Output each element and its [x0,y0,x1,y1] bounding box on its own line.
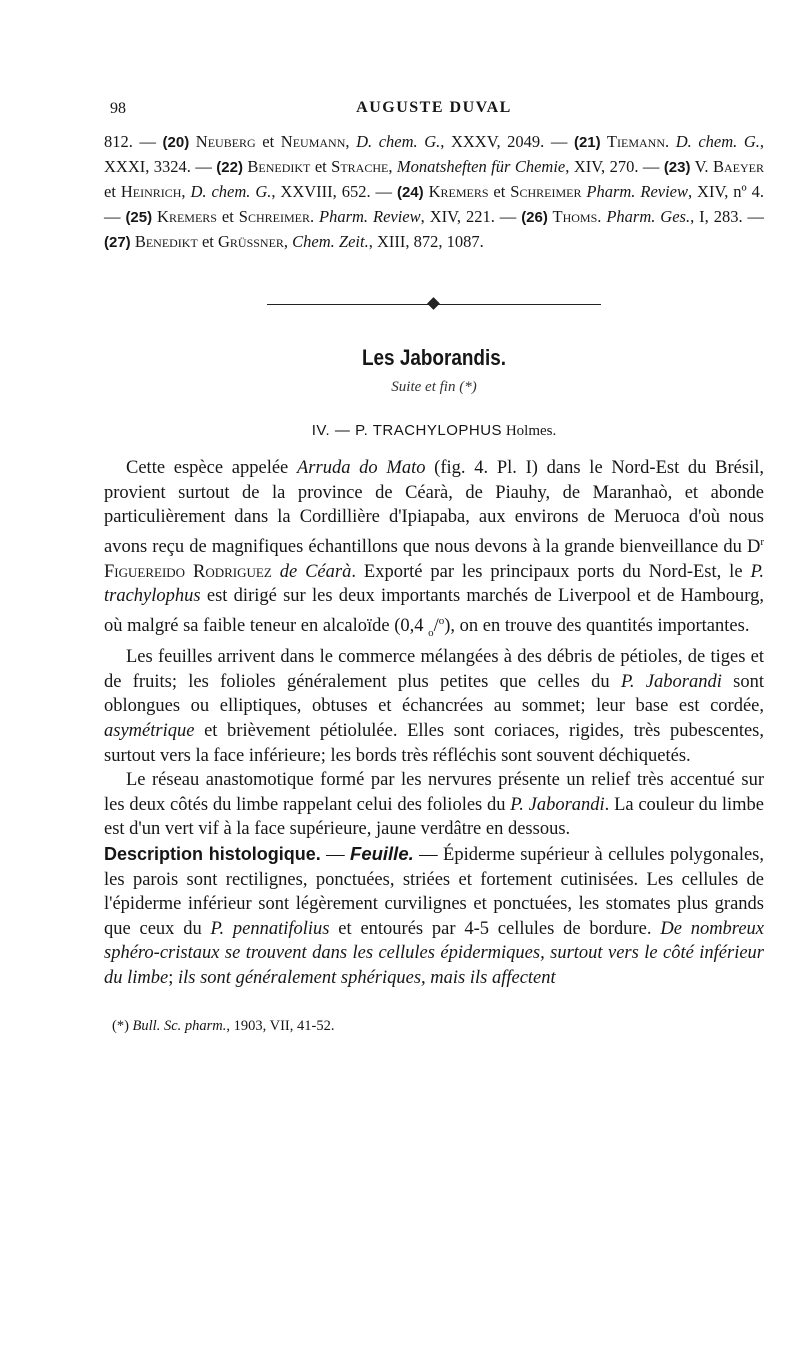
running-title: AUGUSTE DUVAL [356,99,512,116]
ref-number: (22) [216,159,243,176]
species-name: P. TRACHYLOPHUS [355,422,503,439]
page-number: 98 [110,100,126,117]
paragraph-1: Cette espèce appelée Arruda do Mato (fig. 4. Pl. I) dans le Nord-Est du Brésil, provient surtout de la province de Céarà, de Piauhy, de Maranhaò, et abonde particulièrement dans la Cordillière d'Ipiapaba, aux environs de Meruoca d'où nous avons reçu de magnifiques échantillons que nous devons à la grande bienveillance du $D^r$ Figuereido Rodriguez de Céarà. Exporté par les principaux ports du Nord-Est, le P. trachylophus est dirigé sur les deux importants marchés de Liverpool et de Hambourg, où malgré sa faible teneur en alcaloïde (0,4 $_o$/$^o$), on en trouve des quantités importantes. [104,458,765,639]
ref-number: (24) [396,184,424,201]
page [104,94,764,1035]
page-header [104,94,764,124]
ref-number: (27) [104,234,131,251]
subsection-label: Feuille. [350,842,414,864]
paragraph-2: Les feuilles arrivent dans le commerce mélangées à des débris de pétioles, de tiges et de fruits; les folioles généralement plus petites que celles du P. Jaborandi sont oblongues ou elliptiques, obtuses et échancrées au sommet; leur base est cordée, asymétrique et brièvement pétiolulée. Elles sont coriaces, rigides, très pubescentes, surtout vers la face inférieure; les bords très réfléchis sont souvent déchiquetés. [104,647,764,766]
article-title: Les Jaborandis. [361,345,507,370]
section-divider [267,295,601,315]
ref-number: (23) [663,159,691,176]
article-body [104,456,764,990]
diamond-ornament-icon [427,297,440,310]
ref-number: (21) [573,134,601,151]
article-subtitle: Suite et fin (*) [391,379,477,395]
ref-number: (26) [521,209,548,226]
histology-paragraph: Description histologique. — Feuille. — Épiderme supérieur à cellules polygonales, les parois sont rectilignes, ponctuées, striées et fortement cutinisées. Les cellules de l'épiderme inférieur sont légèrement curvilignes et ponctuées, les stomates plus grands que ceux du P. pennatifolius et entourés par 4-5 cellules de bordure. De nombreux sphéro-cristaux se trouvent dans les cellules épidermiques, surtout vers le côté inférieur du limbe; ils sont généralement sphériques, mais ils affectent [104,842,764,988]
ref-number: (25) [125,209,153,226]
section-heading: IV. — P. TRACHYLOPHUS Holmes. [311,422,557,439]
paragraph-3: Le réseau anastomotique formé par les nervures présente un relief très accentué sur les deux côtés du limbe rappelant celui des folioles du P. Jaborandi. La couleur du limbe est d'un vert vif à la face supérieure, jaune verdâtre en dessous. [104,770,764,840]
ref-number: (20) [162,134,190,151]
histology-heading: Description histologique. [104,843,321,864]
footnote: (*) Bull. Sc. pharm., 1903, VII, 41-52. [112,1018,335,1035]
reference-list: 812. — (20) Neuberg et Neumann, D. chem. G., XXXV, 2049. — (21) Tiemann. D. chem. G., XXXI, 3324. — (22) Benedikt et Strache, Monatsheften für Chemie, XIV, 270. — (23) V. Baeyer et Heinrich, D. chem. G., XXVIII, 652. — (24) Kremers et Schreimer Pharm. Review, XIV, nº 4. — (25) Kremers et Schreimer. Pharm. Review, XIV, 221. — (26) Thoms. Pharm. Ges., I, 283. — (27) Benedikt et Grüssner, Chem. Zeit., XIII, 872, 1087. [104,132,765,251]
